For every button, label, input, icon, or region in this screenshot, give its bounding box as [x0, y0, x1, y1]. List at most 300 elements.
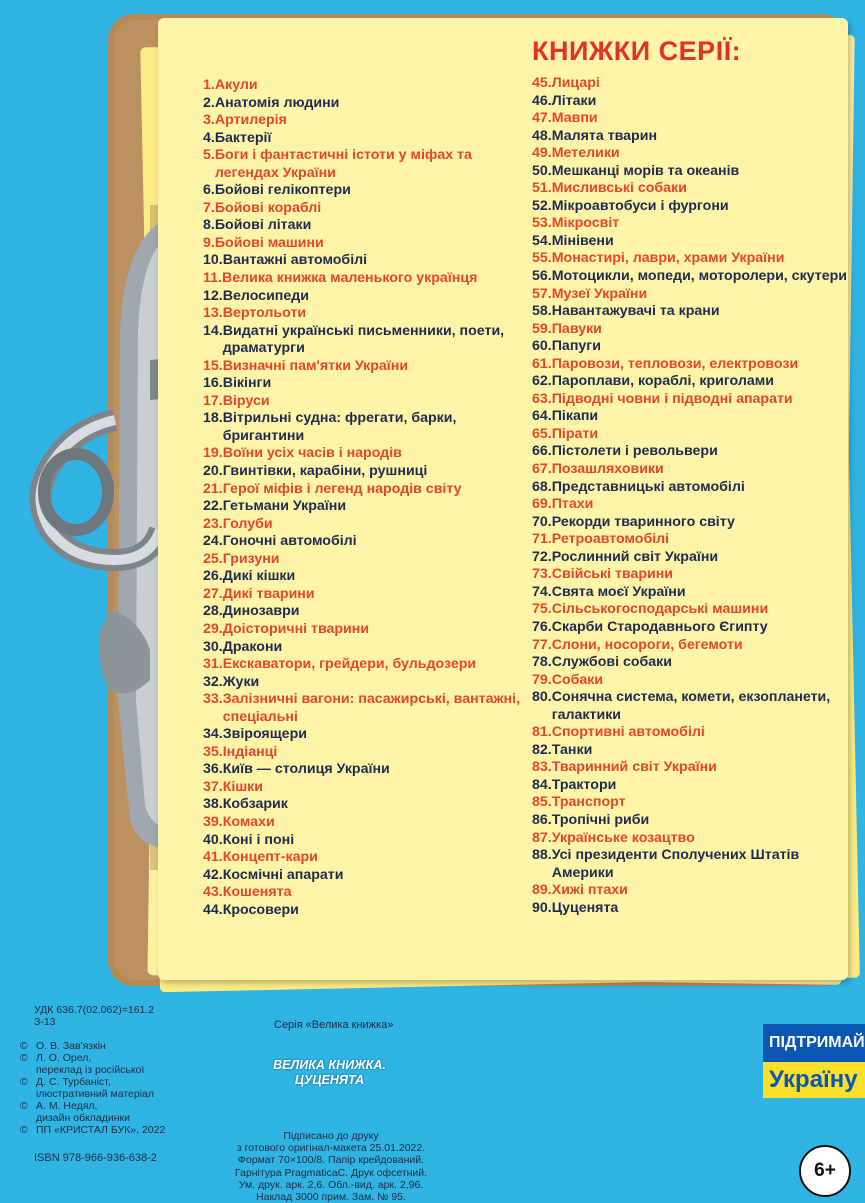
- book-title-text: Голуби: [222, 515, 273, 532]
- book-title-text: Віруси: [222, 392, 270, 409]
- book-title-text: Позашляховики: [551, 461, 664, 478]
- book-title-text: Боги і фантастичні істоти у міфах та легендах України: [214, 147, 472, 181]
- book-number: 71.: [532, 531, 552, 548]
- book-number: 72.: [532, 548, 552, 565]
- book-list-item: [203, 761, 533, 779]
- book-list-item: [532, 619, 852, 637]
- book-title-text: Танки: [551, 741, 593, 758]
- book-number: 55.: [532, 250, 552, 267]
- book-number: 58.: [532, 303, 552, 320]
- book-number: 65.: [532, 425, 552, 442]
- book-list-item: [532, 584, 852, 602]
- book-title-text: Комахи: [222, 813, 275, 830]
- copyright-text: О. В. Зав'язкін: [36, 1040, 106, 1052]
- book-title-text: Пістолети і револьвери: [551, 443, 718, 460]
- book-title-text: Вітрильні судна: фрегати, барки, бригантини: [222, 410, 457, 444]
- book-number: 22.: [203, 498, 223, 515]
- book-title-text: Концепт-кари: [222, 849, 318, 866]
- book-title-text: Навантажувачі та крани: [551, 303, 720, 320]
- book-list-item: [532, 514, 852, 532]
- copyright-text: ілюстративний матеріал: [36, 1088, 155, 1100]
- book-title-text: Дракони: [222, 638, 283, 655]
- copyright-icon: [20, 1088, 36, 1100]
- imprint-line: Формат 70×100/8. Папір крейдований.: [237, 1154, 425, 1167]
- book-title-text: Кросовери: [222, 901, 299, 918]
- book-title-text: Гетьмани України: [222, 498, 347, 515]
- book-number: 7.: [203, 199, 215, 216]
- book-list-item: [532, 128, 852, 146]
- copyright-block: [20, 1040, 165, 1136]
- book-number: 74.: [532, 583, 552, 600]
- book-number: 87.: [532, 829, 552, 846]
- copyright-text: дизайн обкладинки: [36, 1112, 131, 1124]
- book-list-item: [532, 689, 852, 724]
- book-number: 60.: [532, 338, 552, 355]
- book-list-item: [203, 375, 533, 393]
- book-list-item: [532, 426, 852, 444]
- book-title: [262, 1058, 397, 1088]
- book-title-text: Герої міфів і легенд народів світу: [222, 480, 462, 497]
- book-list-item: [203, 551, 533, 569]
- book-number: 46.: [532, 92, 552, 109]
- book-title-text: Сонячна система, комети, екзопланети, галактики: [551, 689, 831, 723]
- book-number: 34.: [203, 726, 223, 743]
- book-number: 84.: [532, 776, 552, 793]
- copyright-line: [20, 1112, 165, 1124]
- book-number: 61.: [532, 355, 552, 372]
- book-title-text: Мікроавтобуси і фургони: [551, 197, 729, 214]
- book-title-text: Хижі птахи: [551, 882, 628, 899]
- book-list-item: [532, 215, 852, 233]
- book-title-text: Музеї України: [551, 285, 648, 302]
- badge-line-top: ПІДТРИМАЙ: [763, 1024, 865, 1062]
- book-number: 63.: [532, 390, 552, 407]
- book-list-item: [532, 531, 852, 549]
- copyright-icon: [20, 1112, 36, 1124]
- book-number: 39.: [203, 813, 223, 830]
- book-title-text: Метелики: [551, 145, 620, 162]
- book-list-item: [532, 882, 852, 900]
- book-list-item: [532, 812, 852, 830]
- book-number: 10.: [203, 252, 223, 269]
- book-list-item: [532, 163, 852, 181]
- book-list-item: [203, 603, 533, 621]
- book-title-text: Звіроящери: [222, 726, 307, 743]
- book-title-text: Пароплави, кораблі, криголами: [551, 373, 774, 390]
- copyright-line: [20, 1088, 165, 1100]
- book-list-item: [532, 321, 852, 339]
- book-list-item: [532, 391, 852, 409]
- book-number: 47.: [532, 110, 552, 127]
- book-list-item: [532, 479, 852, 497]
- book-number: 90.: [532, 899, 552, 916]
- book-list-item: [203, 410, 533, 445]
- book-number: 45.: [532, 75, 552, 91]
- book-title-text: Гризуни: [222, 550, 280, 567]
- book-list-item: [532, 75, 852, 93]
- book-list-item: [203, 691, 533, 726]
- book-number: 16.: [203, 375, 223, 392]
- book-title-text: Сільськогосподарські машини: [551, 601, 769, 618]
- book-number: 79.: [532, 671, 552, 688]
- book-list-right: [532, 75, 852, 917]
- book-title-text: Екскаватори, грейдери, бульдозери: [222, 656, 477, 673]
- badge-line-bottom: Україну: [763, 1062, 865, 1098]
- book-list-item: [532, 637, 852, 655]
- copyright-line: [20, 1040, 165, 1052]
- book-list-item: [203, 621, 533, 639]
- udk-code: УДК 636.7(02.062)=161.2: [34, 1004, 155, 1016]
- book-list-item: [532, 601, 852, 619]
- book-title-text: Жуки: [222, 673, 260, 690]
- book-number: 80.: [532, 689, 552, 706]
- book-list-item: [532, 461, 852, 479]
- book-title-text: Анатомія людини: [214, 94, 340, 111]
- book-title-text: Вертольоти: [222, 305, 307, 322]
- book-list-item: [532, 724, 852, 742]
- book-title-text: Слони, носороги, бегемоти: [551, 636, 743, 653]
- book-list-item: [532, 93, 852, 111]
- book-title-text: Коні і поні: [222, 831, 295, 848]
- book-list-item: [203, 726, 533, 744]
- copyright-line: [20, 1076, 165, 1088]
- book-list-item: [532, 373, 852, 391]
- book-title-text: Доісторичні тварини: [222, 620, 370, 637]
- book-title-text: Гоночні автомобілі: [222, 533, 357, 550]
- book-title-text: Рекорди тваринного світу: [551, 513, 735, 530]
- book-list-item: [532, 830, 852, 848]
- imprint-line: з готового оригінал-макета 25.01.2022.: [236, 1142, 426, 1155]
- book-number: 89.: [532, 882, 552, 899]
- udk-index: З-13: [34, 1016, 56, 1028]
- book-number: 77.: [532, 636, 552, 653]
- book-number: 85.: [532, 794, 552, 811]
- copyright-icon: ©: [20, 1052, 28, 1064]
- book-list-item: [203, 533, 533, 551]
- book-title-text: Лицарі: [551, 75, 600, 91]
- book-number: 5.: [203, 147, 215, 164]
- book-title-text: Акули: [214, 77, 258, 93]
- book-list-item: [532, 198, 852, 216]
- book-title-text: Бойові машини: [214, 234, 324, 251]
- book-title-text: Кошенята: [222, 884, 292, 901]
- book-list-item: [532, 408, 852, 426]
- book-number: 4.: [203, 129, 215, 146]
- copyright-text: переклад із російської: [36, 1064, 145, 1076]
- book-list-item: [203, 358, 533, 376]
- book-list-item: [532, 250, 852, 268]
- book-list-item: [532, 900, 852, 918]
- book-number: 44.: [203, 901, 223, 918]
- book-title-text: Монастирі, лаври, храми України: [551, 250, 785, 267]
- book-number: 82.: [532, 741, 552, 758]
- book-number: 30.: [203, 638, 223, 655]
- book-title-text: Мавпи: [551, 110, 598, 127]
- book-list-item: [203, 445, 533, 463]
- book-list-item: [532, 549, 852, 567]
- book-title-text: Птахи: [551, 496, 594, 513]
- book-number: 81.: [532, 724, 552, 741]
- book-title-text: Павуки: [551, 320, 602, 337]
- book-number: 68.: [532, 478, 552, 495]
- book-list-item: [532, 145, 852, 163]
- book-title-text: Вантажні автомобілі: [222, 252, 368, 269]
- book-list-item: [532, 268, 852, 286]
- book-list-item: [532, 338, 852, 356]
- book-list-item: [203, 867, 533, 885]
- book-title-text: Мисливські собаки: [551, 180, 687, 197]
- book-title-text: Велика книжка маленького українця: [221, 270, 478, 287]
- book-title-text: Артилерія: [214, 112, 287, 129]
- book-number: 35.: [203, 743, 223, 760]
- book-list-item: [532, 496, 852, 514]
- book-title-line: ВЕЛИКА КНИЖКА.: [273, 1058, 386, 1072]
- book-number: 52.: [532, 197, 552, 214]
- book-number: 70.: [532, 513, 552, 530]
- book-title-text: Бактерії: [214, 129, 272, 146]
- book-title-text: Вікінги: [222, 375, 272, 392]
- book-number: 73.: [532, 566, 552, 583]
- book-list-item: [203, 112, 533, 130]
- book-list-item: [203, 463, 533, 481]
- book-title-text: Службові собаки: [551, 654, 672, 671]
- book-number: 62.: [532, 373, 552, 390]
- book-number: 23.: [203, 515, 223, 532]
- series-name: Серія «Велика книжка»: [274, 1019, 394, 1031]
- book-title-text: Кобзарик: [222, 796, 288, 813]
- book-title-text: Бойові літаки: [214, 217, 312, 234]
- book-list-item: [203, 217, 533, 235]
- isbn: ISBN 978-966-936-638-2: [34, 1152, 157, 1164]
- book-number: 31.: [203, 656, 223, 673]
- copyright-line: [20, 1064, 165, 1076]
- book-number: 26.: [203, 568, 223, 585]
- book-list-item: [532, 443, 852, 461]
- book-number: 19.: [203, 445, 223, 462]
- book-title-text: Свійські тварини: [551, 566, 674, 583]
- book-title-text: Бойові кораблі: [214, 199, 322, 216]
- book-list-item: [203, 902, 533, 920]
- book-title-text: Українське козацтво: [551, 829, 695, 846]
- book-number: 11.: [203, 270, 222, 287]
- book-title-text: Воїни усіх часів і народів: [222, 445, 402, 462]
- book-title-text: Свята моєї України: [551, 583, 686, 600]
- book-list-item: [532, 777, 852, 795]
- udk-block: [34, 1004, 154, 1028]
- copyright-icon: [20, 1064, 36, 1076]
- book-number: 8.: [203, 217, 215, 234]
- copyright-line: [20, 1052, 165, 1064]
- book-title-text: Гвинтівки, карабіни, рушниці: [222, 463, 428, 480]
- book-title-text: Представницькі автомобілі: [551, 478, 745, 495]
- book-list-item: [203, 77, 533, 95]
- book-list-item: [203, 481, 533, 499]
- book-number: 42.: [203, 866, 223, 883]
- imprint-line: Гарнітура PragmaticaC. Друк офсетний.: [234, 1166, 428, 1179]
- book-number: 56.: [532, 268, 552, 285]
- book-title-text: Малята тварин: [551, 127, 658, 144]
- book-list-item: [532, 847, 852, 882]
- book-title-text: Цуценята: [551, 899, 619, 916]
- book-list-item: [203, 568, 533, 586]
- book-title-text: Дикі тварини: [222, 585, 315, 602]
- book-list-item: [532, 742, 852, 760]
- book-list-item: [532, 286, 852, 304]
- book-list-item: [203, 182, 533, 200]
- book-number: 57.: [532, 285, 552, 302]
- book-list-item: [532, 233, 852, 251]
- book-list-item: [532, 303, 852, 321]
- book-list-item: [203, 270, 533, 288]
- book-number: 40.: [203, 831, 223, 848]
- book-title-text: Пірати: [551, 425, 599, 442]
- book-title-text: Динозаври: [222, 603, 300, 620]
- book-number: 27.: [203, 585, 223, 602]
- book-number: 29.: [203, 620, 223, 637]
- series-heading: КНИЖКИ СЕРІЇ:: [532, 36, 742, 66]
- book-number: 75.: [532, 601, 552, 618]
- copyright-text: ПП «КРИСТАЛ БУК», 2022: [36, 1124, 166, 1136]
- book-title-text: Мотоцикли, мопеди, моторолери, скутери: [551, 268, 847, 285]
- age-rating-badge: 6+: [799, 1145, 851, 1197]
- copyright-icon: ©: [20, 1076, 28, 1088]
- imprint-line: Ум. друк. арк. 2,6. Обл.-вид. арк. 2,96.: [238, 1178, 424, 1191]
- book-number: 64.: [532, 408, 552, 425]
- copyright-text: А. М. Недял,: [36, 1100, 98, 1112]
- book-number: 54.: [532, 232, 552, 249]
- book-title-text: Собаки: [551, 671, 604, 688]
- book-number: 41.: [203, 849, 223, 866]
- copyright-line: [20, 1124, 165, 1136]
- book-list-item: [532, 110, 852, 128]
- book-number: 3.: [203, 112, 215, 129]
- book-number: 12.: [203, 287, 223, 304]
- book-title-text: Літаки: [551, 92, 597, 109]
- book-list-item: [203, 884, 533, 902]
- book-list-item: [203, 516, 533, 534]
- book-list-item: [203, 674, 533, 692]
- book-title-line: ЦУЦЕНЯТА: [294, 1073, 365, 1087]
- book-number: 49.: [532, 145, 552, 162]
- book-list-item: [203, 586, 533, 604]
- book-number: 66.: [532, 443, 552, 460]
- book-number: 14.: [203, 322, 223, 339]
- book-title-text: Пікапи: [551, 408, 599, 425]
- book-title-text: Кішки: [222, 778, 263, 795]
- copyright-icon: ©: [20, 1040, 28, 1052]
- book-number: 48.: [532, 127, 552, 144]
- book-list-item: [203, 200, 533, 218]
- copyright-icon: ©: [20, 1124, 28, 1136]
- book-title-text: Усі президенти Сполучених Штатів Америки: [551, 847, 800, 881]
- book-title-text: Транспорт: [551, 794, 626, 811]
- book-list-item: [532, 759, 852, 777]
- book-number: 86.: [532, 811, 552, 828]
- support-ukraine-badge: [763, 1024, 865, 1110]
- book-title-text: Київ — столиця України: [222, 761, 390, 778]
- imprint-block: [226, 1130, 436, 1203]
- book-number: 17.: [203, 392, 223, 409]
- book-title-text: Мікросвіт: [551, 215, 620, 232]
- book-number: 33.: [203, 691, 223, 708]
- book-title-text: Космічні апарати: [222, 866, 344, 883]
- book-number: 69.: [532, 496, 552, 513]
- book-number: 67.: [532, 461, 552, 478]
- book-list-item: [203, 832, 533, 850]
- book-number: 6.: [203, 182, 215, 199]
- book-title-text: Трактори: [551, 776, 617, 793]
- book-list-item: [203, 252, 533, 270]
- book-number: 2.: [203, 94, 215, 111]
- book-number: 25.: [203, 550, 223, 567]
- book-list-item: [203, 779, 533, 797]
- book-title-text: Тропічні риби: [551, 811, 650, 828]
- book-title-text: Дикі кішки: [222, 568, 296, 585]
- book-title-text: Бойові гелікоптери: [214, 182, 351, 199]
- book-list-item: [203, 323, 533, 358]
- book-number: 38.: [203, 796, 223, 813]
- book-number: 1.: [203, 77, 215, 93]
- book-title-text: Залізничні вагони: пасажирські, вантажні, спеціальні: [222, 691, 521, 725]
- book-title-text: Визначні пам'ятки України: [222, 357, 409, 374]
- book-list-item: [203, 744, 533, 762]
- book-title-text: Мешканці морів та океанів: [551, 162, 740, 179]
- book-list-item: [532, 356, 852, 374]
- book-number: 13.: [203, 305, 223, 322]
- book-list-item: [203, 656, 533, 674]
- book-number: 24.: [203, 533, 223, 550]
- book-title-text: Паровози, тепловози, електровози: [551, 355, 799, 372]
- book-number: 37.: [203, 778, 223, 795]
- book-list-item: [203, 95, 533, 113]
- book-number: 32.: [203, 673, 223, 690]
- book-title-text: Папуги: [551, 338, 601, 355]
- book-title-text: Спортивні автомобілі: [551, 724, 705, 741]
- book-list-item: [203, 498, 533, 516]
- book-list-item: [203, 130, 533, 148]
- book-list-item: [532, 180, 852, 198]
- imprint-line: Підписано до друку: [283, 1130, 379, 1142]
- book-list-item: [532, 794, 852, 812]
- book-number: 50.: [532, 162, 552, 179]
- book-list-item: [203, 305, 533, 323]
- book-title-text: Підводні човни і підводні апарати: [551, 390, 793, 407]
- book-number: 53.: [532, 215, 552, 232]
- book-list-item: [532, 672, 852, 690]
- book-number: 88.: [532, 847, 552, 864]
- book-list-item: [203, 393, 533, 411]
- book-number: 36.: [203, 761, 223, 778]
- book-list-item: [203, 814, 533, 832]
- book-number: 78.: [532, 654, 552, 671]
- book-number: 15.: [203, 357, 223, 374]
- copyright-text: Д. С. Турбаніст,: [36, 1076, 111, 1088]
- book-list-item: [532, 654, 852, 672]
- book-number: 28.: [203, 603, 223, 620]
- book-number: 18.: [203, 410, 223, 427]
- book-list-item: [203, 288, 533, 306]
- book-title-text: Мінівени: [551, 232, 614, 249]
- book-list-item: [203, 849, 533, 867]
- book-number: 51.: [532, 180, 552, 197]
- copyright-line: [20, 1100, 165, 1112]
- copyright-text: Л. О. Орел,: [36, 1052, 92, 1064]
- book-list-item: [203, 147, 533, 182]
- book-title-text: Видатні українські письменники, поети, драматурги: [222, 322, 505, 357]
- book-list-item: [203, 796, 533, 814]
- book-title-text: Скарби Стародавнього Єгипту: [551, 618, 768, 635]
- book-title-text: Ретроавтомобілі: [551, 531, 670, 548]
